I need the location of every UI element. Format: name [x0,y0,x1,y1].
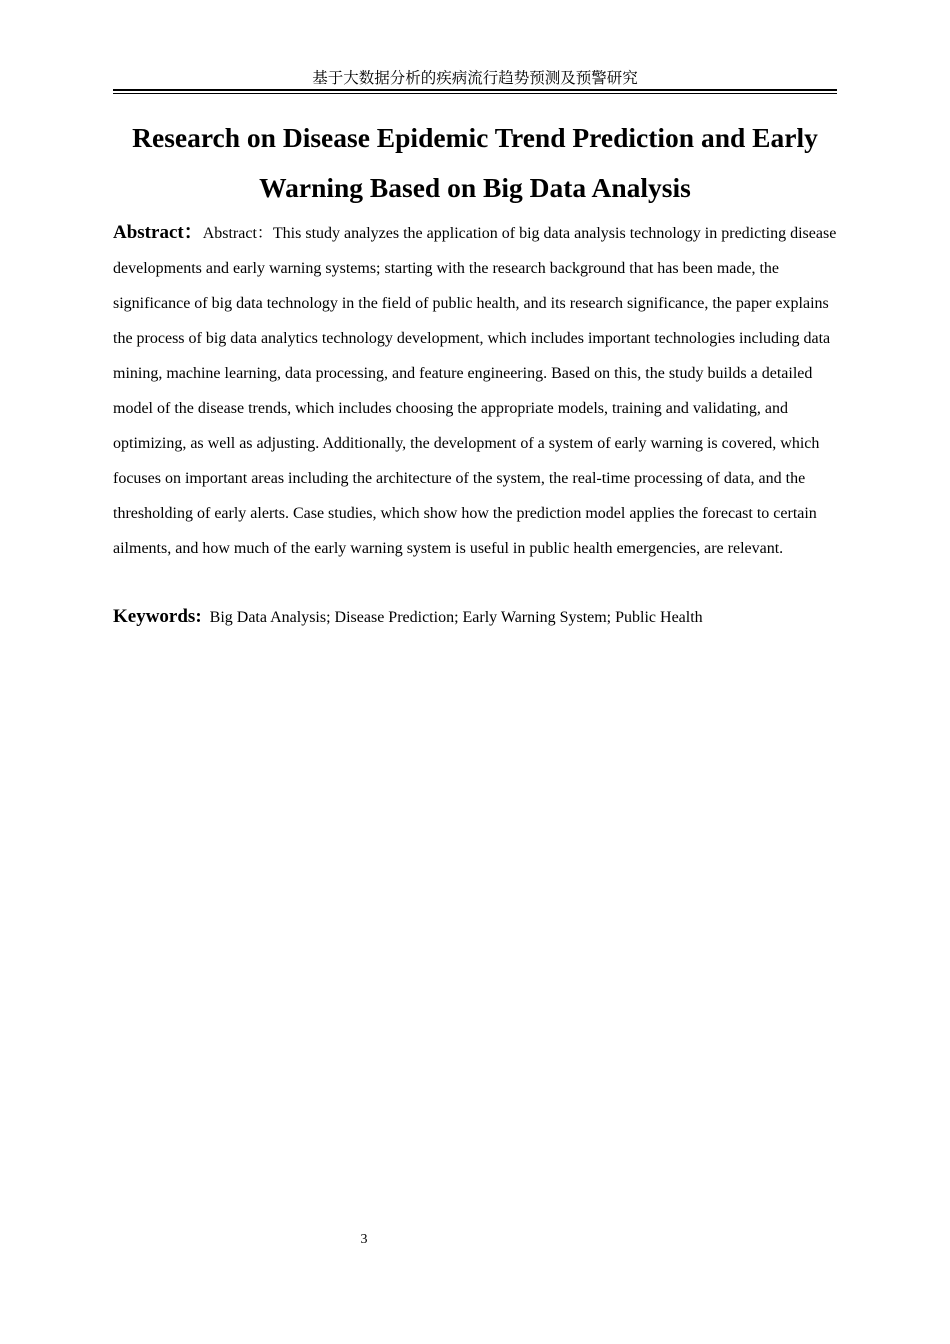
keywords-text: Big Data Analysis; Disease Prediction; Early Warning System; Public Health [209,609,703,626]
running-header: 基于大数据分析的疾病流行趋势预测及预警研究 [312,69,638,87]
abstract-label: Abstract： [113,222,203,243]
paper-title-line-1: Research on Disease Epidemic Trend Prediction and Early [132,122,818,153]
header-rule [113,89,837,94]
keywords-label: Keywords: [113,606,202,627]
paper-title [100,113,850,213]
page-number: 3 [360,1232,368,1247]
abstract-paragraph [113,215,837,566]
keywords-paragraph [113,601,837,634]
paper-title-line-2: Warning Based on Big Data Analysis [259,172,691,203]
abstract-text: Abstract：This study analyzes the application of big data analysis technology in predicting disease developments and early warning systems; starting with the research background that has been made, the significance of big data technology in the field of public health, and its research significance, the paper explains the process of big data analytics technology development, which includes important technologies including data mining, machine learning, data processing, and feature engineering. Based on this, the study builds a detailed model of the disease trends, which includes choosing the appropriate models, training and validating, and optimizing, as well as adjusting. Additionally, the development of a system of early warning is covered, which focuses on important areas including the architecture of the system, the real-time processing of data, and the thresholding of early alerts. Case studies, which show how the prediction model applies the forecast to certain ailments, and how much of the early warning system is useful in public health emergencies, are relevant. [113,225,837,557]
